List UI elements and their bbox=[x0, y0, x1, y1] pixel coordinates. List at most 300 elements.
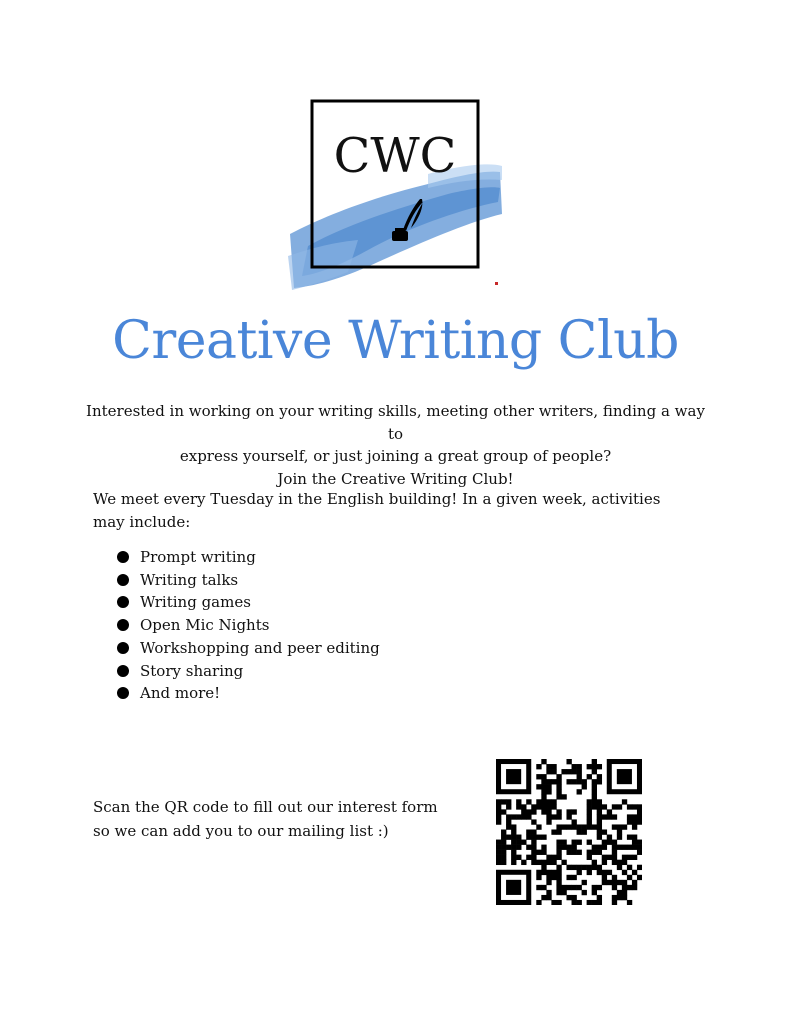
qr-module bbox=[551, 870, 556, 875]
qr-module bbox=[511, 860, 516, 865]
qr-module bbox=[541, 799, 546, 804]
qr-module bbox=[496, 840, 501, 845]
qr-module bbox=[531, 835, 536, 840]
qr-module bbox=[637, 814, 642, 819]
qr-module bbox=[587, 819, 592, 824]
qr-module bbox=[577, 829, 582, 834]
qr-module bbox=[592, 794, 597, 799]
qr-module bbox=[501, 809, 506, 814]
logo-graphic bbox=[288, 96, 504, 292]
qr-module bbox=[496, 809, 501, 814]
qr-module bbox=[536, 850, 541, 855]
qr-module bbox=[597, 804, 602, 809]
qr-module bbox=[501, 840, 506, 845]
qr-module bbox=[617, 845, 622, 850]
qr-module bbox=[526, 835, 531, 840]
qr-instructions bbox=[93, 795, 453, 843]
qr-module bbox=[607, 840, 612, 845]
qr-module bbox=[516, 835, 521, 840]
qr-module bbox=[546, 855, 551, 860]
qr-module bbox=[632, 880, 637, 885]
qr-module bbox=[546, 870, 551, 875]
qr-module bbox=[572, 769, 577, 774]
qr-module bbox=[617, 880, 622, 885]
qr-module bbox=[612, 895, 617, 900]
qr-module bbox=[632, 819, 637, 824]
qr-finder-inner bbox=[506, 769, 521, 784]
qr-module bbox=[551, 804, 556, 809]
intro-line-1: Interested in working on your writing skills, meeting other writers, finding a way to bbox=[86, 402, 705, 443]
qr-module bbox=[612, 850, 617, 855]
qr-module bbox=[551, 764, 556, 769]
qr-finder-inner bbox=[617, 769, 632, 784]
qr-module bbox=[592, 799, 597, 804]
qr-module bbox=[612, 875, 617, 880]
qr-module bbox=[546, 860, 551, 865]
qr-module bbox=[622, 824, 627, 829]
qr-module bbox=[587, 764, 592, 769]
qr-module bbox=[637, 845, 642, 850]
qr-module bbox=[566, 814, 571, 819]
qr-module bbox=[572, 779, 577, 784]
qr-module bbox=[531, 804, 536, 809]
list-item bbox=[117, 682, 380, 705]
qr-module bbox=[612, 845, 617, 850]
qr-module bbox=[551, 814, 556, 819]
qr-module bbox=[592, 824, 597, 829]
qr-module bbox=[597, 835, 602, 840]
qr-module bbox=[541, 794, 546, 799]
qr-module bbox=[511, 855, 516, 860]
qr-module bbox=[561, 840, 566, 845]
qr-module bbox=[607, 835, 612, 840]
qr-module bbox=[632, 824, 637, 829]
qr-module bbox=[506, 799, 511, 804]
qr-module bbox=[496, 850, 501, 855]
qr-module bbox=[511, 840, 516, 845]
qr-module bbox=[627, 865, 632, 870]
qr-module bbox=[556, 845, 561, 850]
qr-module bbox=[622, 799, 627, 804]
activity-label: Prompt writing bbox=[140, 548, 256, 566]
qr-module bbox=[597, 865, 602, 870]
qr-module bbox=[506, 814, 511, 819]
qr-module bbox=[536, 804, 541, 809]
qr-module bbox=[561, 885, 566, 890]
qr-module bbox=[632, 840, 637, 845]
qr-module bbox=[541, 809, 546, 814]
qr-module bbox=[531, 809, 536, 814]
qr-module bbox=[496, 814, 501, 819]
qr-module bbox=[546, 895, 551, 900]
qr-module bbox=[627, 855, 632, 860]
qr-module bbox=[612, 885, 617, 890]
qr-module bbox=[566, 895, 571, 900]
qr-module bbox=[531, 829, 536, 834]
qr-module bbox=[597, 819, 602, 824]
qr-module bbox=[572, 809, 577, 814]
qr-module bbox=[622, 895, 627, 900]
qr-instructions-line-2: so we can add you to our mailing list :) bbox=[93, 822, 389, 840]
qr-module bbox=[577, 840, 582, 845]
qr-module bbox=[632, 885, 637, 890]
qr-module bbox=[637, 819, 642, 824]
qr-module bbox=[582, 784, 587, 789]
bullet-icon bbox=[117, 596, 129, 608]
qr-module bbox=[617, 835, 622, 840]
qr-module bbox=[531, 845, 536, 850]
list-item bbox=[117, 637, 380, 660]
list-item bbox=[117, 660, 380, 683]
qr-module bbox=[521, 860, 526, 865]
qr-module bbox=[536, 860, 541, 865]
qr-module bbox=[566, 885, 571, 890]
qr-module bbox=[612, 900, 617, 905]
qr-module bbox=[546, 764, 551, 769]
qr-module bbox=[597, 799, 602, 804]
qr-module bbox=[602, 840, 607, 845]
qr-module bbox=[572, 819, 577, 824]
qr-module bbox=[622, 845, 627, 850]
qr-module bbox=[622, 890, 627, 895]
qr-module bbox=[541, 804, 546, 809]
qr-module bbox=[546, 789, 551, 794]
qr-module bbox=[627, 885, 632, 890]
qr-module bbox=[526, 845, 531, 850]
qr-module bbox=[516, 799, 521, 804]
qr-module bbox=[496, 799, 501, 804]
qr-module bbox=[526, 814, 531, 819]
qr-module bbox=[561, 824, 566, 829]
club-logo bbox=[288, 96, 504, 292]
qr-module bbox=[607, 809, 612, 814]
qr-module bbox=[577, 789, 582, 794]
qr-module bbox=[546, 779, 551, 784]
qr-module bbox=[572, 895, 577, 900]
qr-module bbox=[637, 865, 642, 870]
qr-module bbox=[536, 799, 541, 804]
qr-module bbox=[602, 860, 607, 865]
qr-module bbox=[592, 784, 597, 789]
qr-module bbox=[627, 875, 632, 880]
qr-module bbox=[556, 880, 561, 885]
qr-module bbox=[551, 860, 556, 865]
qr-module bbox=[627, 845, 632, 850]
qr-module bbox=[607, 855, 612, 860]
qr-module bbox=[546, 890, 551, 895]
qr-module bbox=[511, 824, 516, 829]
qr-module bbox=[572, 764, 577, 769]
qr-module bbox=[561, 794, 566, 799]
qr-module bbox=[597, 779, 602, 784]
qr-module bbox=[536, 835, 541, 840]
qr-module bbox=[561, 845, 566, 850]
qr-module bbox=[587, 850, 592, 855]
qr-module bbox=[592, 850, 597, 855]
qr-module bbox=[577, 764, 582, 769]
qr-module bbox=[566, 769, 571, 774]
qr-module bbox=[637, 850, 642, 855]
qr-module bbox=[632, 804, 637, 809]
qr-module bbox=[531, 860, 536, 865]
qr-module bbox=[627, 814, 632, 819]
qr-module bbox=[506, 824, 511, 829]
qr-module bbox=[526, 799, 531, 804]
qr-module bbox=[541, 885, 546, 890]
qr-module bbox=[612, 855, 617, 860]
qr-module bbox=[572, 840, 577, 845]
qr-module bbox=[496, 804, 501, 809]
qr-finder-inner bbox=[506, 880, 521, 895]
qr-module bbox=[607, 880, 612, 885]
bullet-icon bbox=[117, 642, 129, 654]
qr-module bbox=[577, 850, 582, 855]
qr-module bbox=[511, 814, 516, 819]
qr-module bbox=[546, 799, 551, 804]
qr-module bbox=[597, 814, 602, 819]
qr-module bbox=[602, 870, 607, 875]
qr-module bbox=[526, 809, 531, 814]
qr-module bbox=[556, 900, 561, 905]
qr-module bbox=[566, 809, 571, 814]
qr-module bbox=[541, 784, 546, 789]
qr-module bbox=[587, 809, 592, 814]
bullet-icon bbox=[117, 619, 129, 631]
qr-module bbox=[521, 809, 526, 814]
qr-module bbox=[612, 840, 617, 845]
qr-module bbox=[622, 870, 627, 875]
qr-module bbox=[592, 779, 597, 784]
qr-module bbox=[551, 829, 556, 834]
qr-module bbox=[597, 845, 602, 850]
qr-module bbox=[587, 840, 592, 845]
qr-module bbox=[577, 774, 582, 779]
qr-module bbox=[637, 809, 642, 814]
qr-module bbox=[561, 860, 566, 865]
qr-module bbox=[506, 819, 511, 824]
qr-module bbox=[531, 850, 536, 855]
qr-module bbox=[577, 900, 582, 905]
qr-module bbox=[551, 779, 556, 784]
activities-list bbox=[117, 546, 380, 705]
qr-module bbox=[536, 900, 541, 905]
qr-module bbox=[526, 855, 531, 860]
red-dot bbox=[495, 282, 498, 285]
qr-module bbox=[597, 850, 602, 855]
qr-module bbox=[577, 870, 582, 875]
qr-module bbox=[546, 784, 551, 789]
qr-module bbox=[577, 824, 582, 829]
qr-module bbox=[582, 890, 587, 895]
qr-module bbox=[521, 840, 526, 845]
qr-module bbox=[516, 814, 521, 819]
qr-module bbox=[511, 835, 516, 840]
qr-module bbox=[582, 880, 587, 885]
qr-module bbox=[556, 809, 561, 814]
list-item bbox=[117, 591, 380, 614]
qr-module bbox=[566, 850, 571, 855]
qr-module bbox=[536, 764, 541, 769]
qr-module bbox=[587, 804, 592, 809]
qr-module bbox=[511, 829, 516, 834]
qr-module bbox=[612, 860, 617, 865]
qr-module bbox=[541, 789, 546, 794]
qr-module bbox=[556, 784, 561, 789]
qr-module bbox=[521, 814, 526, 819]
list-item bbox=[117, 546, 380, 569]
qr-module bbox=[577, 865, 582, 870]
qr-module bbox=[632, 835, 637, 840]
qr-module bbox=[632, 870, 637, 875]
qr-module bbox=[541, 895, 546, 900]
bullet-icon bbox=[117, 665, 129, 677]
qr-module bbox=[496, 819, 501, 824]
intro-line-3: Join the Creative Writing Club! bbox=[277, 469, 514, 488]
qr-module bbox=[622, 885, 627, 890]
qr-module bbox=[627, 804, 632, 809]
qr-module bbox=[551, 900, 556, 905]
qr-module bbox=[551, 875, 556, 880]
qr-module bbox=[556, 779, 561, 784]
qr-module bbox=[622, 855, 627, 860]
qr-module bbox=[541, 779, 546, 784]
qr-module bbox=[556, 814, 561, 819]
qr-module bbox=[541, 850, 546, 855]
qr-module bbox=[511, 850, 516, 855]
qr-module bbox=[506, 845, 511, 850]
qr-module bbox=[551, 799, 556, 804]
activity-label: Workshopping and peer editing bbox=[140, 638, 380, 657]
qr-module bbox=[516, 855, 521, 860]
qr-module bbox=[536, 784, 541, 789]
qr-module bbox=[587, 824, 592, 829]
qr-module bbox=[541, 774, 546, 779]
qr-module bbox=[592, 764, 597, 769]
qr-module bbox=[572, 850, 577, 855]
qr-module bbox=[587, 774, 592, 779]
qr-module bbox=[597, 829, 602, 834]
logo-text: CWC bbox=[333, 128, 457, 184]
qr-module bbox=[622, 860, 627, 865]
qr-module bbox=[617, 824, 622, 829]
qr-module bbox=[602, 875, 607, 880]
qr-module bbox=[617, 829, 622, 834]
qr-module bbox=[592, 865, 597, 870]
qr-module bbox=[566, 824, 571, 829]
qr-module bbox=[541, 759, 546, 764]
qr-module bbox=[577, 885, 582, 890]
qr-module bbox=[551, 855, 556, 860]
qr-module bbox=[602, 855, 607, 860]
qr-module bbox=[506, 835, 511, 840]
qr-module bbox=[597, 900, 602, 905]
qr-module bbox=[536, 824, 541, 829]
qr-module bbox=[617, 804, 622, 809]
qr-module bbox=[572, 875, 577, 880]
qr-module bbox=[587, 855, 592, 860]
qr-module bbox=[617, 890, 622, 895]
qr-module bbox=[592, 769, 597, 774]
qr-module bbox=[577, 779, 582, 784]
qr-module bbox=[587, 900, 592, 905]
qr-module bbox=[531, 855, 536, 860]
qr-module bbox=[597, 885, 602, 890]
qr-module bbox=[597, 809, 602, 814]
qr-module bbox=[582, 865, 587, 870]
qr-code[interactable] bbox=[496, 759, 642, 905]
qr-module bbox=[597, 824, 602, 829]
qr-module bbox=[546, 880, 551, 885]
qr-module bbox=[516, 840, 521, 845]
qr-module bbox=[501, 799, 506, 804]
qr-instructions-line-1: Scan the QR code to fill out our interest form bbox=[93, 798, 438, 816]
qr-module bbox=[556, 875, 561, 880]
qr-module bbox=[612, 814, 617, 819]
qr-module bbox=[612, 880, 617, 885]
qr-module bbox=[592, 789, 597, 794]
qr-module bbox=[597, 774, 602, 779]
qr-module bbox=[556, 789, 561, 794]
qr-module bbox=[541, 845, 546, 850]
qr-module bbox=[607, 870, 612, 875]
qr-module bbox=[592, 860, 597, 865]
qr-module bbox=[572, 845, 577, 850]
qr-module bbox=[561, 769, 566, 774]
qr-module bbox=[531, 840, 536, 845]
qr-module bbox=[602, 829, 607, 834]
qr-module bbox=[582, 829, 587, 834]
activity-label: Writing talks bbox=[140, 570, 239, 589]
qr-module bbox=[536, 885, 541, 890]
qr-module bbox=[556, 890, 561, 895]
qr-module bbox=[556, 829, 561, 834]
qr-module bbox=[587, 814, 592, 819]
qr-module bbox=[572, 900, 577, 905]
qr-module bbox=[546, 875, 551, 880]
qr-module bbox=[617, 860, 622, 865]
qr-module bbox=[546, 769, 551, 774]
qr-module bbox=[556, 885, 561, 890]
qr-module bbox=[587, 799, 592, 804]
qr-module bbox=[566, 759, 571, 764]
intro-paragraph bbox=[80, 400, 711, 490]
qr-module bbox=[627, 819, 632, 824]
qr-module bbox=[541, 870, 546, 875]
activity-label: Writing games bbox=[140, 593, 251, 612]
meeting-paragraph: We meet every Tuesday in the English building! In a given week, activities may include: bbox=[93, 490, 661, 531]
qr-module bbox=[541, 860, 546, 865]
qr-module bbox=[501, 860, 506, 865]
activity-label: Story sharing bbox=[140, 661, 244, 680]
list-item bbox=[117, 614, 380, 637]
qr-module bbox=[501, 835, 506, 840]
qr-module bbox=[501, 845, 506, 850]
qr-module bbox=[612, 824, 617, 829]
qr-module bbox=[501, 855, 506, 860]
qr-module bbox=[506, 804, 511, 809]
qr-module bbox=[516, 804, 521, 809]
qr-module bbox=[536, 870, 541, 875]
qr-module bbox=[637, 804, 642, 809]
qr-module bbox=[546, 804, 551, 809]
qr-module bbox=[602, 845, 607, 850]
bullet-icon bbox=[117, 687, 129, 699]
activity-label: Open Mic Nights bbox=[140, 616, 270, 635]
qr-module bbox=[617, 865, 622, 870]
qr-module bbox=[556, 824, 561, 829]
qr-module bbox=[582, 824, 587, 829]
qr-module bbox=[627, 835, 632, 840]
